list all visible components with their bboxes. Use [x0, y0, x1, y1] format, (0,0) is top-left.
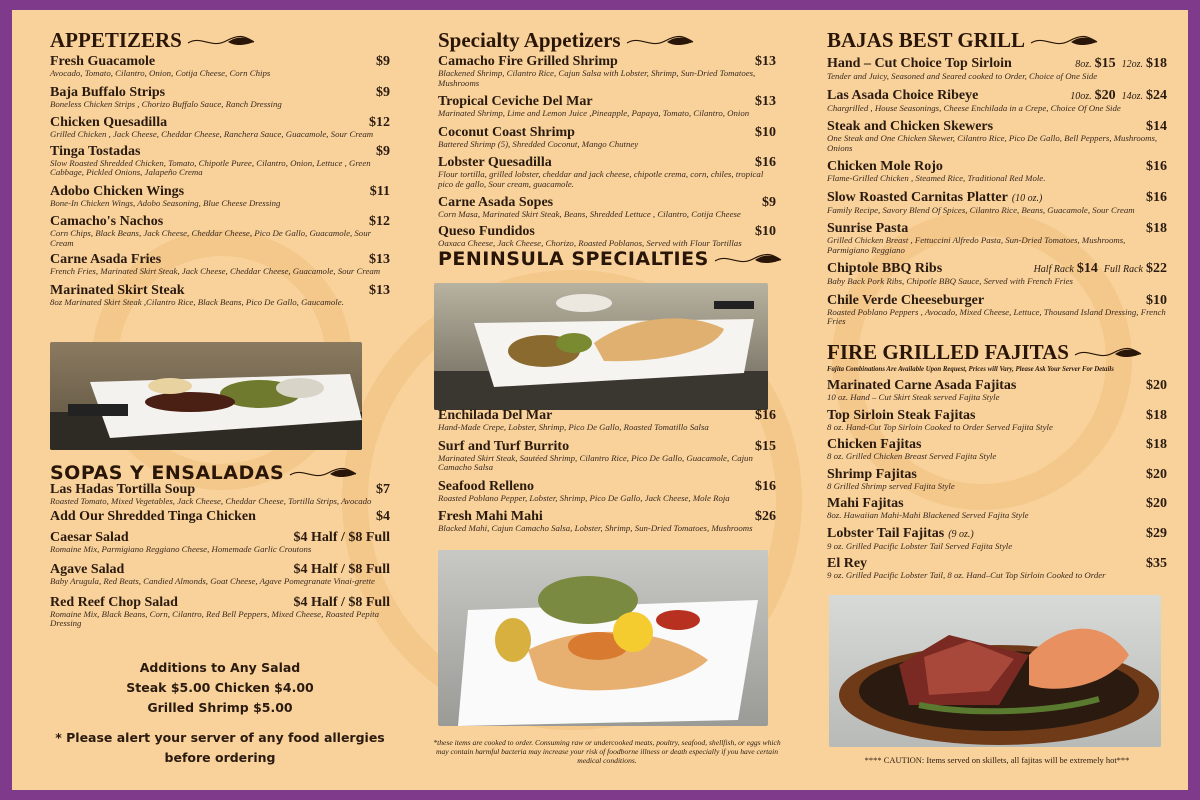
item-price: $29	[1146, 525, 1167, 541]
item-price: $10	[755, 223, 776, 239]
item-name-text: Queso Fundidos	[438, 223, 535, 239]
item-name-row	[827, 119, 1167, 134]
size-label: Half Rack	[1033, 264, 1074, 275]
menu-item	[827, 526, 1167, 552]
flourish-icon	[288, 465, 358, 483]
item-name-row	[50, 85, 390, 100]
menu-item	[827, 221, 1167, 255]
item-name	[50, 54, 155, 69]
menu-item	[438, 509, 776, 534]
flourish-icon	[1073, 345, 1143, 363]
item-name-row	[50, 509, 390, 524]
item-name	[50, 252, 161, 267]
item-name	[50, 562, 124, 577]
item-name-row	[827, 437, 1167, 452]
item-price: $10	[1146, 292, 1167, 308]
menu-item	[50, 115, 390, 140]
item-description: Baby Back Pork Ribs, Chipotle BBQ Sauce, Served with French Fries	[827, 276, 1073, 286]
menu-item	[827, 56, 1167, 82]
menu-item	[438, 195, 776, 220]
fajita-skillet-photo	[829, 595, 1161, 747]
item-price: $4 Half / $8 Full	[293, 562, 390, 577]
item-price: $20	[1146, 466, 1167, 482]
menu-item	[50, 595, 390, 629]
section-title-sopas: SOPAS Y ENSALADAS	[50, 462, 358, 484]
item-name-text: Camacho's Nachos	[50, 214, 164, 229]
item-description: Bone-In Chicken Wings, Adobo Seasoning, Blue Cheese Dressing	[50, 197, 281, 208]
item-description: 8 oz. Grilled Chicken Breast Served Fajita Style	[827, 451, 997, 461]
item-description: Oaxaca Cheese, Jack Cheese, Chorizo, Roasted Poblanos, Served with Flour Tortillas	[438, 237, 742, 248]
size-label: 8oz.	[1075, 59, 1092, 70]
menu-item	[827, 496, 1167, 521]
menu-item	[438, 408, 776, 433]
menu-item	[827, 261, 1167, 287]
item-name	[50, 85, 165, 100]
menu-item	[50, 283, 390, 308]
item-name-text: Add Our Shredded Tinga Chicken	[50, 508, 256, 524]
item-description: One Steak and One Chicken Skewer, Cilantro Rice, Pico De Gallo, Bell Peppers, Mushrooms, Onions	[827, 133, 1158, 153]
item-name	[50, 530, 129, 545]
soup-salad-list	[50, 482, 390, 629]
item-description: 9 oz. Grilled Pacific Lobster Tail Served Fajita Style	[827, 540, 1013, 551]
item-name	[50, 283, 185, 298]
menu-item	[827, 159, 1167, 184]
item-description: Marinated Skirt Steak, Sautéed Shrimp, Cilantro Rice, Pico De Gallo, Guacamole, Cajun Camacho Salsa	[438, 452, 753, 472]
item-name-text: Shrimp Fajitas	[827, 466, 917, 482]
item-price: $4	[376, 508, 390, 524]
item-name-row	[50, 283, 390, 298]
item-name	[438, 195, 553, 210]
item-description: Blacked Mahi, Cajun Camacho Salsa, Lobster, Shrimp, Sun-Dried Tomatoes, Mushrooms	[438, 523, 753, 533]
item-name	[827, 261, 942, 276]
item-price: $13	[369, 252, 390, 267]
item-name	[827, 526, 974, 542]
size-label: Full Rack	[1103, 264, 1143, 275]
item-description: Baby Arugula, Red Beats, Candied Almonds, Goat Cheese, Agave Pomegranate Vinai-grette	[50, 576, 375, 586]
item-name-row	[50, 214, 390, 229]
item-description: 10 oz. Hand – Cut Skirt Steak served Fajita Style	[827, 392, 1000, 402]
specialty-list	[438, 54, 776, 248]
item-name	[438, 125, 575, 140]
item-description: Romaine Mix, Parmigiano Reggiano Cheese, Homemade Garlic Croutons	[50, 543, 312, 554]
item-description: 8oz Marinated Skirt Steak ,Cilantro Rice, Black Beans, Pico De Gallo, Gaucamole.	[50, 296, 344, 307]
item-name-text: Red Reef Chop Salad	[50, 594, 178, 610]
item-name-text: Mahi Fajitas	[827, 496, 904, 511]
menu-item	[438, 439, 776, 473]
item-description: Avocado, Tomato, Cilantro, Onion, Cotija Cheese, Corn Chips	[50, 68, 271, 78]
item-description: Roasted Poblano Pepper, Lobster, Shrimp, Pico De Gallo, Jack Cheese, Mole Roja	[438, 492, 730, 503]
item-size-note: (10 oz.)	[1011, 192, 1043, 204]
item-name-row	[827, 159, 1167, 174]
item-name-text: Enchilada Del Mar	[438, 408, 553, 423]
item-price: $10	[755, 124, 776, 140]
item-price: $4 Half / $8 Full	[293, 529, 390, 545]
menu-item	[50, 252, 390, 277]
alert-line: before ordering	[164, 750, 276, 765]
item-name	[827, 467, 917, 482]
item-name-text: Las Asada Choice Ribeye	[827, 87, 979, 103]
item-price: $13	[369, 282, 390, 298]
item-name-row	[827, 190, 1167, 206]
column-left	[50, 10, 390, 790]
mahi-mahi-photo	[438, 550, 768, 726]
item-name	[827, 190, 1042, 206]
menu-item	[438, 125, 776, 150]
item-name	[827, 56, 1012, 71]
item-description: Roasted Tomato, Mixed Vegetables, Jack Cheese, Cheddar Cheese, Tortilla Strips, Avocado	[50, 496, 372, 506]
section-title-grill: BAJAS BEST GRILL	[827, 28, 1099, 53]
item-name-text: Fresh Mahi Mahi	[438, 509, 543, 524]
item-name-text: Surf and Turf Burrito	[438, 438, 570, 454]
item-name-row	[50, 115, 390, 130]
item-price: $20	[1146, 496, 1167, 511]
item-name-row	[438, 408, 776, 423]
item-name	[827, 159, 943, 174]
flourish-icon	[186, 33, 256, 51]
menu-item	[50, 85, 390, 110]
menu-item	[438, 155, 776, 189]
column-right	[827, 10, 1167, 790]
menu-item	[50, 54, 390, 79]
item-description: 8 oz. Hand-Cut Top Sirloin Cooked to Order Served Fajita Style	[827, 421, 1053, 432]
item-name-row	[438, 509, 776, 524]
item-name-row	[438, 94, 776, 109]
item-name-row	[827, 293, 1167, 308]
item-name-text: Tinga Tostadas	[50, 143, 141, 159]
fajitas-subtitle: Fajita Combinations Are Available Upon Request, Prices will Vary, Please Ask Your Server For Details	[827, 366, 1114, 373]
item-name	[50, 144, 140, 159]
item-price: $9	[762, 195, 776, 210]
item-name-text: Fresh Guacamole	[50, 54, 156, 69]
item-price: $4 Half / $8 Full	[293, 594, 390, 610]
item-description: Hand-Made Crepe, Lobster, Shrimp, Pico De Gallo, Roasted Tomatillo Salsa	[438, 422, 709, 432]
menu-item	[438, 224, 776, 249]
item-name-text: Lobster Tail Fajitas	[827, 525, 945, 541]
item-name-row	[50, 530, 390, 545]
menu-item	[50, 530, 390, 555]
item-name-text: Caesar Salad	[50, 529, 129, 545]
item-price: $35	[1146, 556, 1167, 571]
item-price: $16	[1146, 189, 1167, 205]
item-description: Roasted Poblano Peppers , Avocado, Mixed Cheese, Lettuce, Thousand Island Dressing, French Fries	[827, 306, 1166, 326]
item-price: $11	[369, 183, 390, 199]
item-name-text: Chile Verde Cheeseburger	[827, 292, 985, 308]
item-name-row	[827, 56, 1167, 72]
alert-line: * Please alert your server of any food allergies	[55, 730, 385, 745]
item-name-row	[438, 54, 776, 69]
size-label: 12oz.	[1121, 59, 1143, 70]
item-price-group	[1034, 261, 1167, 277]
item-price: $18	[1146, 56, 1167, 71]
item-name	[50, 482, 195, 497]
item-price: $9	[376, 84, 390, 100]
menu-item	[827, 437, 1167, 462]
item-name-row	[438, 155, 776, 170]
item-description: Slow Roasted Shredded Chicken, Tomato, Chipotle Puree, Cilantro, Onion, Lettuce , Green Cabbage, Pickled Onions, Jalapeño Crema	[50, 157, 371, 177]
consumption-disclaimer: *these items are cooked to order. Consuming raw or undercooked meats, poultry, seafood, shellfish, or eggs which may contain harmful bacteria may increase your risk of foodborne illness or death especially if you have certain medical conditions.	[433, 738, 781, 765]
item-name	[827, 88, 978, 103]
item-name-row	[827, 496, 1167, 511]
item-name-row	[438, 439, 776, 454]
item-price: $9	[376, 54, 390, 69]
item-name-text: Top Sirloin Steak Fajitas	[827, 407, 976, 423]
item-price: $18	[1146, 221, 1167, 236]
item-name-row	[50, 54, 390, 69]
item-price: $20	[1146, 378, 1167, 393]
item-name	[438, 54, 618, 69]
item-name-text: Chicken Mole Rojo	[827, 159, 943, 174]
item-name-row	[50, 482, 390, 497]
menu-item	[827, 119, 1167, 153]
section-title-peninsula: PENINSULA SPECIALTIES	[438, 248, 783, 270]
item-description: Boneless Chicken Strips , Chorizo Buffalo Sauce, Ranch Dressing	[50, 98, 282, 109]
item-price: $15	[755, 438, 776, 454]
item-description: Tender and Juicy, Seasoned and Seared cooked to Order, Choice of One Side	[827, 71, 1098, 81]
item-description: Family Recipe, Savory Blend Of Spices, Cilantro Rice, Beans, Guacamole, Sour Cream	[827, 204, 1135, 215]
item-name-text: Hand – Cut Choice Top Sirloin	[827, 56, 1012, 71]
menu-item	[827, 190, 1167, 216]
item-description: 9 oz. Grilled Pacific Lobster Tail, 8 oz. Hand–Cut Top Sirloin Cooked to Order	[827, 570, 1106, 580]
item-name-text: Tropical Ceviche Del Mar	[438, 94, 593, 109]
item-name-row	[827, 221, 1167, 236]
item-name-text: Carne Asada Fries	[50, 252, 162, 267]
item-price-group	[1075, 56, 1167, 72]
item-name	[827, 119, 993, 134]
item-price: $22	[1146, 261, 1167, 276]
menu-item	[827, 378, 1167, 403]
item-name-text: Camacho Fire Grilled Shrimp	[438, 54, 618, 69]
flourish-icon	[625, 33, 695, 51]
item-description: 8oz. Hawaiian Mahi-Mahi Blackened Served Fajita Style	[827, 510, 1029, 520]
item-name-row	[438, 195, 776, 210]
item-name-row	[50, 252, 390, 267]
grill-list	[827, 56, 1167, 327]
item-name	[50, 115, 167, 130]
menu-item	[50, 184, 390, 209]
item-name	[827, 378, 1016, 393]
item-name	[50, 214, 163, 229]
additions-line: Steak $5.00 Chicken $4.00	[126, 680, 314, 695]
item-name-text: Lobster Quesadilla	[438, 155, 552, 170]
item-name-text: Sunrise Pasta	[827, 221, 909, 236]
item-price: $16	[755, 408, 776, 423]
menu-item	[50, 482, 390, 507]
menu-item	[50, 562, 390, 587]
item-name-text: El Rey	[827, 556, 868, 571]
enchilada-photo	[434, 283, 768, 410]
item-description: Grilled Chicken , Jack Cheese, Cheddar Cheese, Ranchera Sauce, Guacamole, Sour Cream	[50, 129, 374, 139]
menu-item	[438, 94, 776, 119]
item-price: $14	[1146, 119, 1167, 134]
item-description: Corn Masa, Marinated Skirt Steak, Beans, Shredded Lettuce , Cilantro, Cotija Cheese	[438, 209, 741, 219]
item-name-text: Chicken Quesadilla	[50, 115, 168, 130]
additions-line: Grilled Shrimp $5.00	[147, 700, 293, 715]
menu-item	[827, 556, 1167, 581]
menu-item	[438, 479, 776, 504]
item-name	[50, 184, 184, 199]
size-label: 10oz.	[1070, 90, 1092, 102]
menu-item	[827, 88, 1167, 114]
item-name-row	[827, 261, 1167, 277]
item-name-row	[827, 88, 1167, 104]
item-name	[438, 439, 569, 454]
item-name-text: Coconut Coast Shrimp	[438, 124, 575, 140]
fajitas-list	[827, 378, 1167, 581]
item-description: 8 Grilled Shrimp served Fajita Style	[827, 480, 955, 491]
menu-item	[827, 467, 1167, 492]
item-name-text: Seafood Relleno	[438, 478, 535, 494]
item-price: $18	[1146, 407, 1167, 423]
item-name	[438, 155, 552, 170]
item-price: $7	[376, 482, 390, 497]
menu-item	[438, 54, 776, 88]
item-name	[827, 556, 867, 571]
menu-item	[50, 144, 390, 178]
item-description: French Fries, Marinated Skirt Steak, Jack Cheese, Cheddar Cheese, Guacamole, Sour Cream	[50, 266, 381, 276]
item-name-text: Chiptole BBQ Ribs	[827, 261, 943, 276]
item-name	[827, 496, 904, 511]
salad-additions	[50, 658, 390, 718]
item-name-text: Agave Salad	[50, 562, 125, 577]
section-title-appetizers: APPETIZERS	[50, 28, 256, 53]
item-name	[50, 595, 178, 610]
item-description: Romaine Mix, Black Beans, Corn, Cilantro, Red Bell Peppers, Mixed Cheese, Roasted Pepita Dressing	[50, 608, 379, 628]
item-name-row	[438, 224, 776, 239]
item-price: $12	[369, 115, 390, 130]
item-name-row	[827, 408, 1167, 423]
size-label: 14oz.	[1121, 90, 1143, 102]
item-price: $15	[1094, 56, 1116, 71]
item-description: Grilled Chicken Breast , Fettuccini Alfredo Pasta, Sun-Dried Tomatoes, Mushrooms, Parmigiano Reggiano	[827, 235, 1126, 255]
item-description: Marinated Shrimp, Lime and Lemon Juice ,Pineapple, Papaya, Tomato, Cilantro, Onion	[438, 108, 750, 118]
item-name	[438, 509, 543, 524]
item-name-text: Marinated Skirt Steak	[50, 282, 185, 298]
item-name-text: Steak and Chicken Skewers	[827, 119, 994, 134]
menu-item	[827, 408, 1167, 433]
item-description: Flour tortilla, grilled lobster, cheddar and jack cheese, chipotle crema, corn, chiles, tropical pico de gallo, Sour cream, guacamole.	[438, 169, 764, 189]
item-name	[827, 408, 975, 423]
item-name-row	[438, 479, 776, 494]
skirt-steak-photo	[50, 342, 362, 450]
column-center	[433, 10, 781, 790]
item-name-text: Marinated Carne Asada Fajitas	[827, 378, 1017, 393]
item-price: $24	[1146, 87, 1167, 103]
item-name-text: Baja Buffalo Strips	[50, 84, 166, 100]
additions-line: Additions to Any Salad	[139, 660, 301, 675]
item-name-row	[50, 144, 390, 159]
item-price: $18	[1146, 437, 1167, 452]
item-name-text: Slow Roasted Carnitas Platter	[827, 189, 1008, 205]
menu-item	[50, 509, 390, 524]
item-name-text: Carne Asada Sopes	[438, 195, 554, 210]
item-name-row	[827, 467, 1167, 482]
item-price: $20	[1094, 87, 1116, 103]
item-price: $16	[755, 155, 776, 170]
allergy-alert	[50, 728, 390, 768]
item-name	[438, 94, 593, 109]
item-name-text: Chicken Fajitas	[827, 437, 922, 452]
item-price: $13	[755, 54, 776, 69]
skillet-caution: **** CAUTION: Items served on skillets, all fajitas will be extremely hot***	[864, 755, 1130, 765]
item-description: Battered Shrimp (5), Shredded Coconut, Mango Chutney	[438, 138, 639, 149]
section-title-fajitas: FIRE GRILLED FAJITAS	[827, 340, 1143, 365]
menu-page	[12, 10, 1188, 790]
item-description: Corn Chips, Black Beans, Jack Cheese, Cheddar Cheese, Pico De Gallo, Guacamole, Sour Cream	[50, 228, 372, 248]
item-name-text: Las Hadas Tortilla Soup	[50, 482, 196, 497]
item-price: $16	[755, 478, 776, 494]
item-price: $12	[369, 214, 390, 229]
item-description: Flame-Grilled Chicken , Steamed Rice, Traditional Red Mole.	[827, 173, 1046, 183]
item-name-row	[438, 125, 776, 140]
item-name-text: Adobo Chicken Wings	[50, 183, 185, 199]
item-name-row	[827, 378, 1167, 393]
menu-item	[50, 214, 390, 248]
item-name	[50, 509, 256, 524]
item-name	[827, 293, 984, 308]
item-price: $16	[1146, 159, 1167, 174]
item-name	[827, 221, 908, 236]
item-name	[438, 479, 534, 494]
item-price: $26	[755, 509, 776, 524]
item-name-row	[827, 556, 1167, 571]
item-price: $13	[755, 94, 776, 109]
item-name-row	[827, 526, 1167, 542]
item-size-note: (9 oz.)	[948, 528, 974, 540]
item-name-row	[50, 595, 390, 610]
item-description: Blackened Shrimp, Cilantro Rice, Cajun Salsa with Lobster, Shrimp, Sun-Dried Tomatoes, Mushrooms	[438, 68, 756, 88]
section-title-specialty: Specialty Appetizers	[438, 28, 695, 53]
peninsula-list	[438, 408, 776, 534]
item-name	[827, 437, 922, 452]
item-price: $9	[376, 143, 390, 159]
item-name-row	[50, 184, 390, 199]
item-description: Chargrilled , House Seasonings, Cheese Enchilada in a Crepe, Choice Of One Side	[827, 102, 1121, 113]
item-price-group	[1070, 88, 1167, 104]
item-price: $14	[1076, 261, 1098, 276]
appetizer-list	[50, 54, 390, 307]
flourish-icon	[713, 251, 783, 269]
item-name	[438, 408, 552, 423]
menu-item	[827, 293, 1167, 327]
flourish-icon	[1029, 33, 1099, 51]
item-name-row	[50, 562, 390, 577]
item-name	[438, 224, 535, 239]
